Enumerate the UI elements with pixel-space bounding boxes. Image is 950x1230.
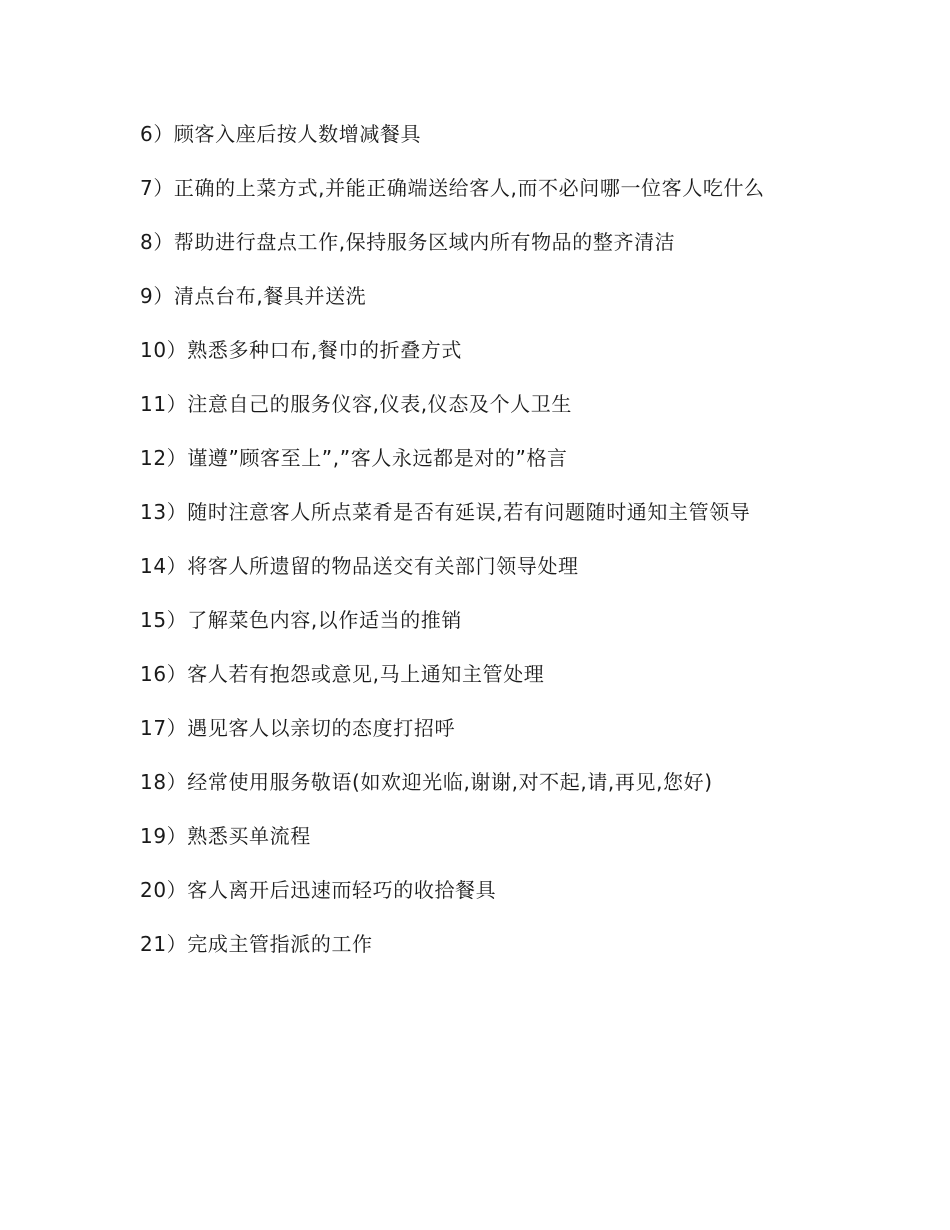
list-item: 16）客人若有抱怨或意见,马上通知主管处理 — [140, 662, 545, 686]
list-item: 20）客人离开后迅速而轻巧的收拾餐具 — [140, 878, 497, 902]
list-item: 21）完成主管指派的工作 — [140, 932, 373, 956]
list-item: 13）随时注意客人所点菜肴是否有延误,若有问题随时通知主管领导 — [140, 500, 751, 524]
list-item: 8）帮助进行盘点工作,保持服务区域内所有物品的整齐清洁 — [140, 230, 676, 254]
list-item: 10）熟悉多种口布,餐巾的折叠方式 — [140, 338, 463, 362]
list-item: 17）遇见客人以亲切的态度打招呼 — [140, 716, 456, 740]
list-item: 14）将客人所遗留的物品送交有关部门领导处理 — [140, 554, 579, 578]
list-item: 19）熟悉买单流程 — [140, 824, 311, 848]
list-item: 18）经常使用服务敬语(如欢迎光临,谢谢,对不起,请,再见,您好) — [140, 770, 713, 794]
list-item: 15）了解菜色内容,以作适当的推销 — [140, 608, 463, 632]
list-item: 12）谨遵”顾客至上”,”客人永远都是对的”格言 — [140, 446, 568, 470]
list-item: 9）清点台布,餐具并送洗 — [140, 284, 367, 308]
list-item: 7）正确的上菜方式,并能正确端送给客人,而不必问哪一位客人吃什么 — [140, 176, 765, 200]
list-item: 11）注意自己的服务仪容,仪表,仪态及个人卫生 — [140, 392, 572, 416]
list-item: 6）顾客入座后按人数增减餐具 — [140, 122, 422, 146]
duty-list — [140, 116, 820, 980]
